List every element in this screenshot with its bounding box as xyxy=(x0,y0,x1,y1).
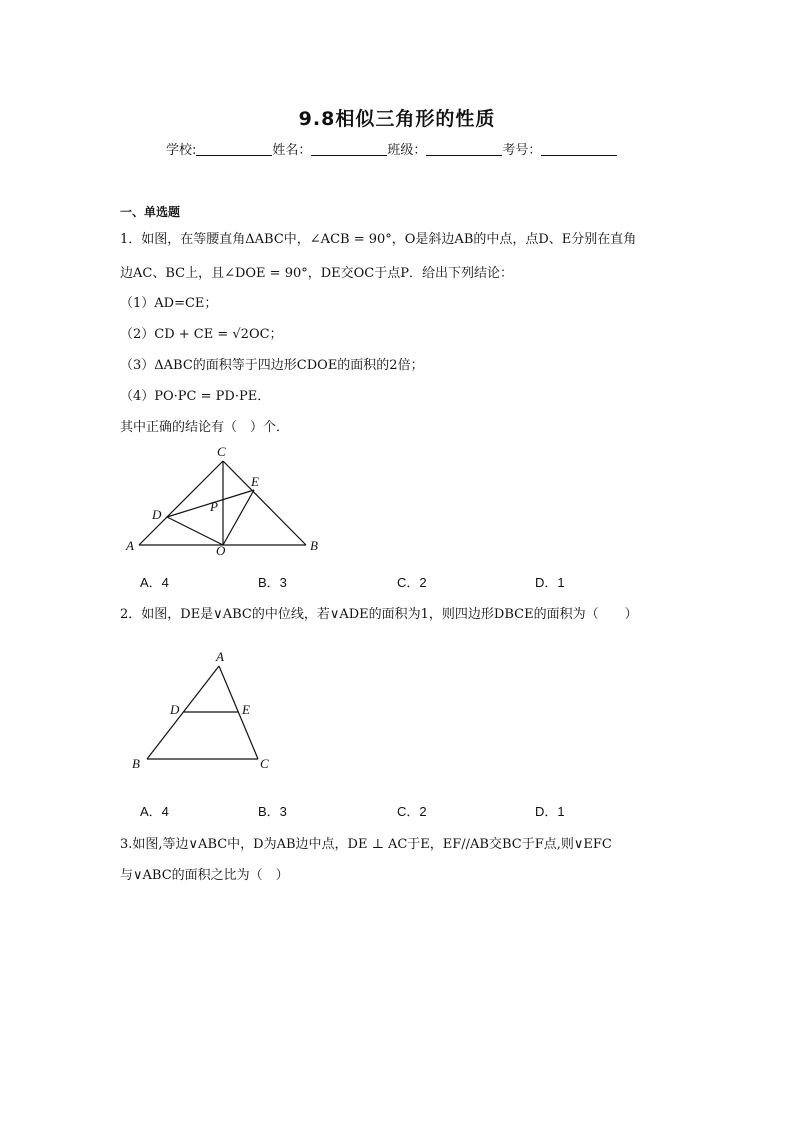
class-label: 班级： xyxy=(387,143,427,158)
q1-line-5: （3）ΔABC的面积等于四边形CDOE的面积的2倍； xyxy=(120,358,424,373)
q1-label-a: A xyxy=(126,538,134,553)
q1-option-c[interactable]: C．2 xyxy=(397,575,427,590)
q1-label-c: C xyxy=(217,444,226,459)
q2-label-e: E xyxy=(242,702,250,717)
q1-line-7: 其中正确的结论有（ ）个． xyxy=(120,420,290,435)
q2-option-a[interactable]: A．4 xyxy=(140,804,169,819)
q1-label-p: P xyxy=(210,499,218,514)
q2-label-d: D xyxy=(170,702,180,717)
q1-line-4: （2）CD + CE = √2OC； xyxy=(120,327,283,342)
q1-segment-do xyxy=(167,517,223,545)
name-field[interactable] xyxy=(311,143,387,156)
section-heading: 一、单选题 xyxy=(120,205,181,219)
q3-line-1: 3.如图,等边∨ABC中，D为AB边中点，DE ⊥ AC于E，EF//AB交BC于F点,则∨EFC xyxy=(120,837,612,852)
q2-option-c[interactable]: C．2 xyxy=(397,804,427,819)
q1-label-b: B xyxy=(310,538,318,553)
number-field[interactable] xyxy=(541,143,617,156)
q1-label-e: E xyxy=(251,474,259,489)
q1-line-3: （1）AD=CE； xyxy=(120,296,218,311)
name-label: 姓名： xyxy=(272,143,312,158)
q3-line-2: 与∨ABC的面积之比为（ ） xyxy=(120,868,289,883)
q2-line-1: 2．如图，DE是∨ABC的中位线，若∨ADE的面积为1，则四边形DBCE的面积为（ ） xyxy=(120,607,638,622)
q1-line-1: 1．如图，在等腰直角ΔABC中，∠ACB = 90°，O是斜边AB的中点，点D、E分别在直角 xyxy=(120,232,637,247)
class-field[interactable] xyxy=(426,143,502,156)
q2-option-d[interactable]: D．1 xyxy=(535,804,565,819)
q2-label-c: C xyxy=(260,756,269,771)
number-label: 考号： xyxy=(502,143,542,158)
q1-option-a[interactable]: A．4 xyxy=(140,575,169,590)
q2-label-b: B xyxy=(132,756,140,771)
school-field[interactable] xyxy=(196,143,272,156)
q1-figure xyxy=(120,440,330,565)
q2-label-a: A xyxy=(216,649,224,664)
q1-line-2: 边AC、BC上，且∠DOE = 90°，DE交OC于点P．给出下列结论： xyxy=(120,266,514,281)
q1-option-d[interactable]: D．1 xyxy=(535,575,565,590)
q1-label-d: D xyxy=(152,507,162,522)
school-label: 学校: xyxy=(166,143,197,158)
q1-segment-cb xyxy=(223,461,306,545)
q1-label-o: O xyxy=(216,543,226,558)
student-info-row xyxy=(166,139,617,158)
q1-line-6: （4）PO·PC = PD·PE． xyxy=(120,389,271,404)
q2-figure xyxy=(120,642,290,777)
q2-option-b[interactable]: B．3 xyxy=(258,804,287,819)
q1-option-b[interactable]: B．3 xyxy=(258,575,287,590)
page-title: 9.8相似三角形的性质 xyxy=(298,108,496,130)
